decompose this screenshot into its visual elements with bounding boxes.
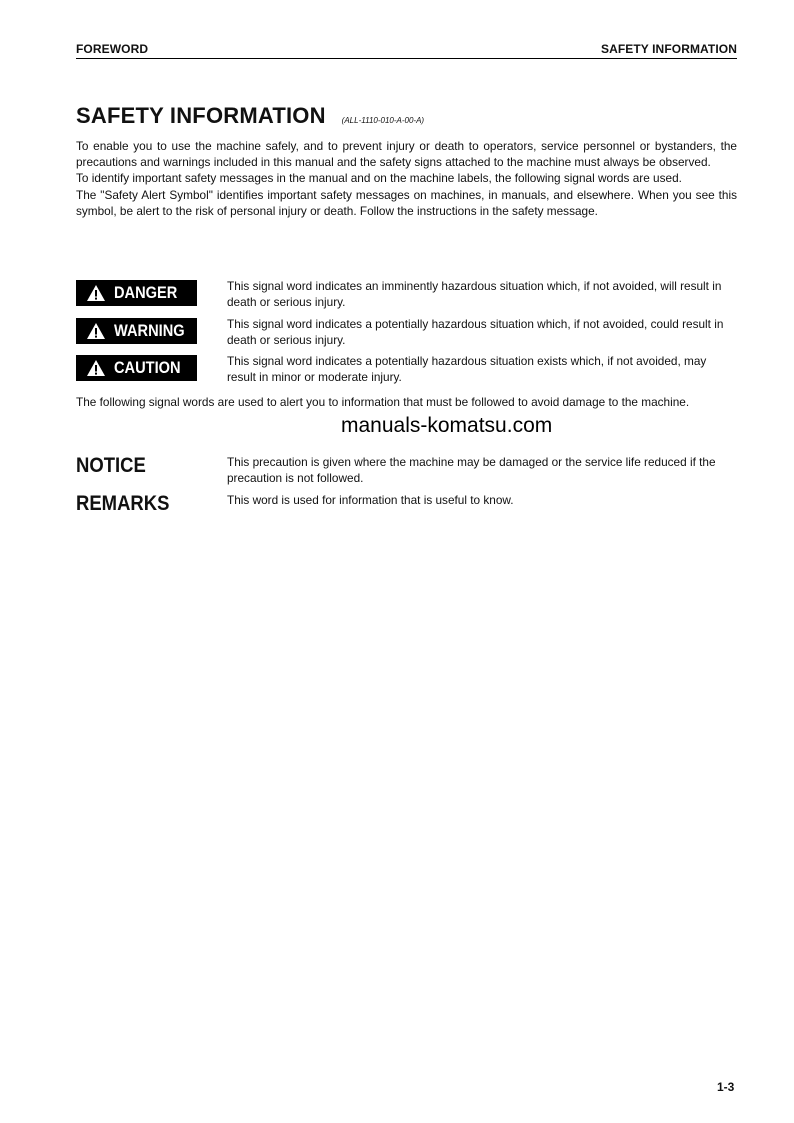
follow-text: The following signal words are used to alert you to information that must be followed to avoid damage to the machine.: [76, 395, 690, 409]
intro-paragraph: The "Safety Alert Symbol" identifies important safety messages on machines, in manuals, and elsewhere. When you see this symbol, be alert to the risk of personal injury or death. Follow the instructions in the safety message.: [76, 187, 737, 218]
header-chapter: FOREWORD: [76, 42, 149, 56]
word-row-remarks: [76, 492, 737, 528]
signal-label-danger: [76, 280, 197, 306]
running-header: [76, 42, 737, 56]
word-description: This precaution is given where the machine may be damaged or the service life reduced if the precaution is not followed.: [227, 455, 716, 486]
remarks-label: REMARKS: [76, 492, 170, 515]
section-title: SAFETY INFORMATION: [76, 103, 326, 128]
warning-triangle-icon: [86, 322, 106, 340]
header-rule: [76, 58, 737, 59]
warning-triangle-icon: [86, 359, 106, 377]
section-heading: [76, 103, 424, 129]
word-row-notice: [76, 454, 737, 490]
page-number: 1-3: [717, 1080, 735, 1094]
section-reference-code: (ALL-1110-010-A-00-A): [341, 116, 425, 125]
warning-triangle-icon: [86, 284, 106, 302]
signal-description: This signal word indicates a potentially hazardous situation which, if not avoided, could result in death or serious injury.: [227, 317, 724, 348]
intro-paragraph: To enable you to use the machine safely, and to prevent injury or death to operators, service personnel or bystanders, the precautions and warnings included in this manual and the safety signs attached to the machine must always be observed.: [76, 139, 737, 170]
signal-description: This signal word indicates a potentially hazardous situation exists which, if not avoided, may result in minor or moderate injury.: [227, 354, 707, 385]
watermark-text: manuals-komatsu.com: [341, 414, 553, 437]
signal-word: CAUTION: [114, 358, 181, 377]
signal-word: WARNING: [114, 321, 185, 340]
word-description: This word is used for information that is useful to know.: [227, 493, 514, 507]
signal-label-caution: [76, 355, 197, 381]
signal-label-warning: [76, 318, 197, 344]
intro-paragraph: To identify important safety messages in the manual and on the machine labels, the following signal words are used.: [76, 171, 682, 186]
signal-description: This signal word indicates an imminently hazardous situation which, if not avoided, will result in death or serious injury.: [227, 279, 722, 310]
signal-row-danger: [76, 278, 737, 312]
signal-row-warning: [76, 316, 737, 350]
signal-row-caution: [76, 353, 737, 387]
intro-text: [76, 138, 737, 219]
signal-word: DANGER: [114, 283, 178, 302]
notice-label: NOTICE: [76, 454, 146, 477]
header-section: SAFETY INFORMATION: [600, 42, 737, 56]
